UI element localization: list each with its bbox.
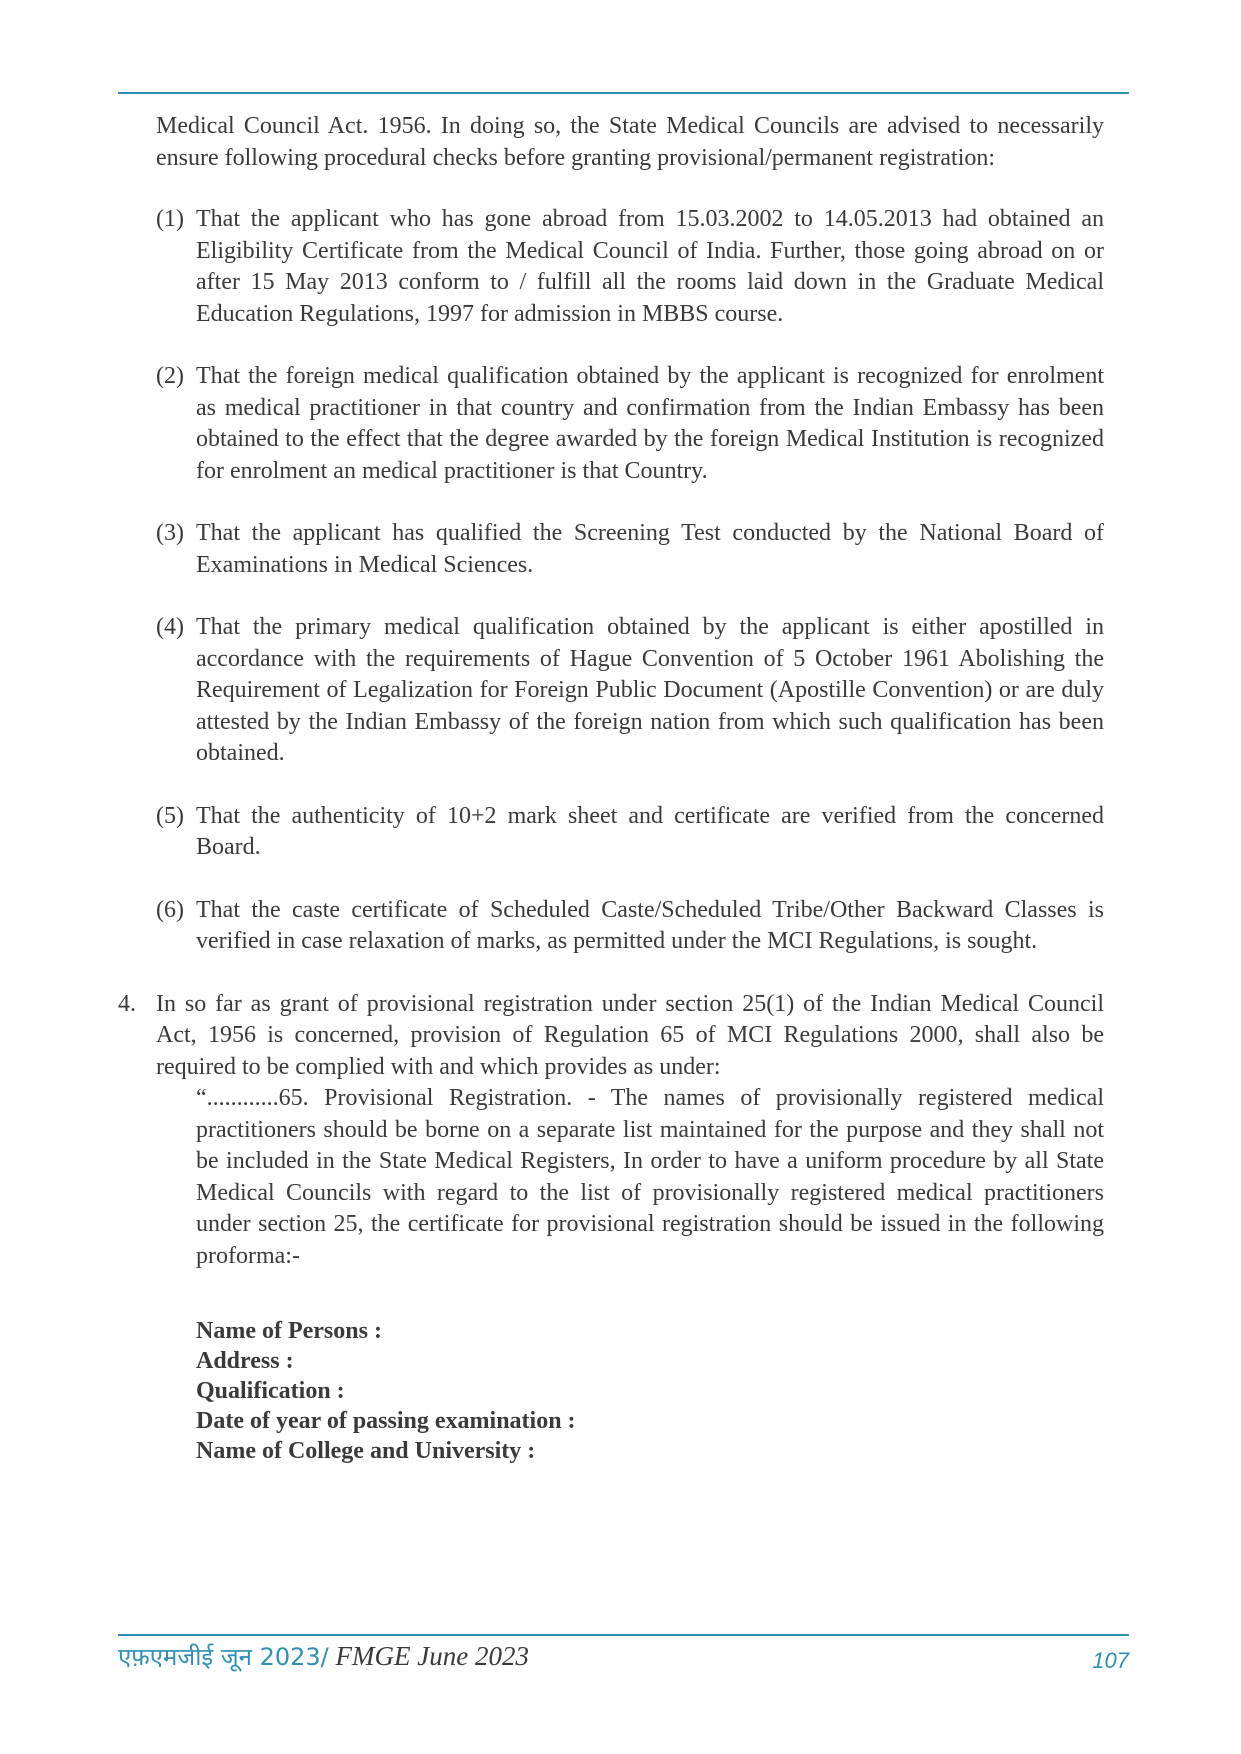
header-rule xyxy=(118,92,1129,94)
proforma-field-passing-date: Date of year of passing examination : xyxy=(196,1408,576,1434)
footer-title xyxy=(118,1638,529,1675)
intro-paragraph: Medical Council Act. 1956. In doing so, the State Medical Councils are advised to necessarily ensure following procedural checks before granting provisional/permanent registration: xyxy=(156,113,1104,171)
check-text: That the applicant who has gone abroad from 15.03.2002 to 14.05.2013 had obtained an Eligibility Certificate from the Medical Council of India. Further, those going abroad on or after 15 May 2013 conform to / fulfill all the rooms laid down in the Graduate Medical Education Regulations, 1997 for admission in MBBS course. xyxy=(196,206,1104,327)
footer-english-title: FMGE June 2023 xyxy=(328,1641,529,1671)
section-body xyxy=(156,989,1104,1467)
proforma-field-qualification: Qualification : xyxy=(196,1378,345,1404)
check-item-6 xyxy=(156,895,1104,958)
check-number: (2) xyxy=(156,363,184,389)
check-text: That the authenticity of 10+2 mark sheet and certificate are verified from the concerned Board. xyxy=(196,802,1104,860)
check-number: (1) xyxy=(156,206,184,232)
section-4 xyxy=(118,989,1104,1467)
section-number: 4. xyxy=(118,990,136,1017)
proforma-field-college: Name of College and University : xyxy=(196,1438,536,1464)
section-text: In so far as grant of provisional registration under section 25(1) of the Indian Medical Council Act, 1956 is concerned, provision of Regulation 65 of MCI Regulations 2000, shall also be required to be complied with and which provides as under: xyxy=(156,990,1104,1080)
footer-hindi-title: एफ़एमजीई जून 2023/ xyxy=(118,1643,329,1671)
check-item-2 xyxy=(156,361,1104,487)
procedural-checks-list xyxy=(118,204,1104,958)
check-number: (5) xyxy=(156,802,184,829)
check-item-4 xyxy=(156,612,1104,770)
page-number: 107 xyxy=(1092,1648,1129,1673)
check-item-1 xyxy=(156,204,1104,330)
check-text: That the caste certificate of Scheduled Caste/Scheduled Tribe/Other Backward Classes is verified in case relaxation of marks, as permitted under the MCI Regulations, is sought. xyxy=(196,896,1104,954)
proforma-fields xyxy=(196,1316,1104,1466)
check-number: (6) xyxy=(156,896,184,923)
check-text: That the primary medical qualification obtained by the applicant is either apostilled in accordance with the requirements of Hague Convention of 5 October 1961 Abolishing the Requirement of Legalization for Foreign Public Document (Apostille Convention) or are duly attested by the Indian Embassy of the foreign nation from which such qualification has been obtained. xyxy=(196,614,1104,766)
check-number: (4) xyxy=(156,614,184,640)
check-number: (3) xyxy=(156,520,184,546)
footer-rule xyxy=(118,1634,1129,1636)
regulation-quote: “............65. Provisional Registration. - The names of provisionally registered medical practitioners should be borne on a separate list maintained for the purpose and they shall not be included in the State Medical Registers, In order to have a uniform procedure by all State Medical Councils with regard to the list of provisionally registered medical practitioners under section 25, the certificate for provisional registration should be issued in the following proforma:- xyxy=(196,1085,1104,1269)
check-text: That the foreign medical qualification obtained by the applicant is recognized for enrolment as medical practitioner in that country and confirmation from the Indian Embassy has been obtained to the effect that the degree awarded by the foreign Medical Institution is recognized for enrolment an medical practitioner is that Country. xyxy=(196,363,1104,484)
proforma-field-address: Address : xyxy=(196,1348,294,1374)
page-content xyxy=(118,111,1104,1466)
check-item-3 xyxy=(156,518,1104,581)
check-item-5 xyxy=(156,801,1104,864)
check-text: That the applicant has qualified the Screening Test conducted by the National Board of Examinations in Medical Sciences. xyxy=(196,520,1104,578)
proforma-field-name: Name of Persons : xyxy=(196,1318,382,1344)
